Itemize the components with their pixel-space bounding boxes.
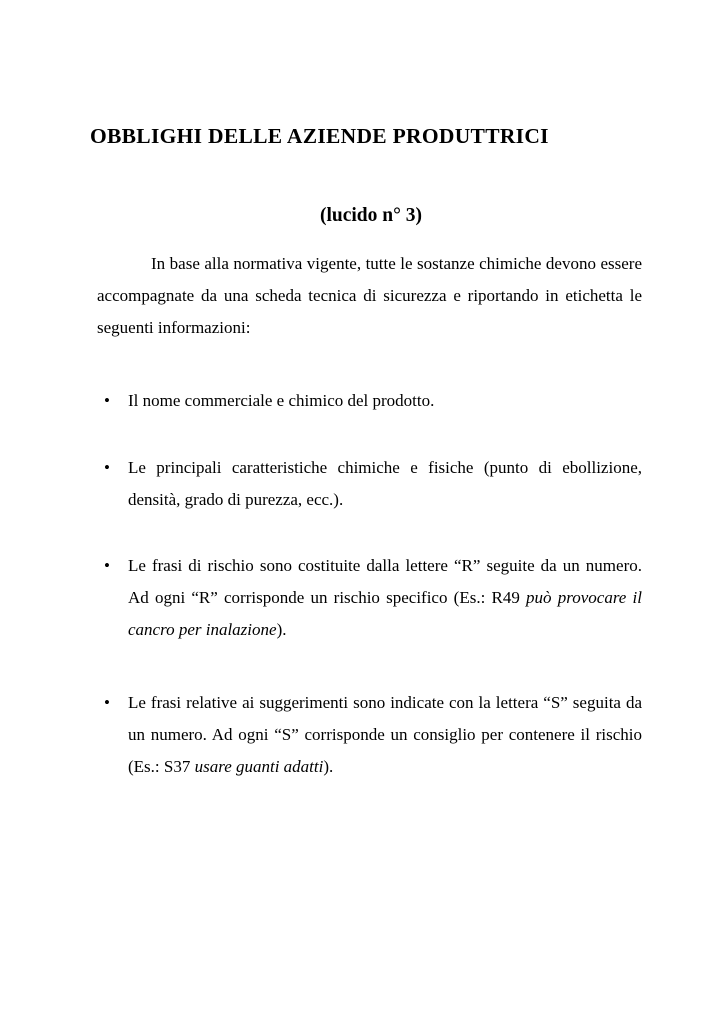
list-item-text: Il nome commerciale e chimico del prodotto. <box>128 391 435 410</box>
intro-paragraph: In base alla normativa vigente, tutte le sostanze chimiche devono essere accompagnate da una scheda tecnica di sicurezza e riportando in etichetta le seguenti informazioni: <box>97 254 642 337</box>
list-item-example: usare guanti adatti <box>194 757 324 776</box>
bullet-icon: • <box>104 458 110 477</box>
list-item-text: Le principali caratteristiche chimiche e fisiche (punto di ebollizione, densità, grado di purezza, ecc.). <box>128 458 642 509</box>
bullet-icon: • <box>104 556 110 575</box>
list-item-text-end: ). <box>276 620 287 639</box>
list-item-text <box>128 550 642 646</box>
list-item <box>104 452 642 516</box>
bullet-icon: • <box>104 693 110 712</box>
list-item-text-main: Le frasi di rischio sono costituite dalla lettere “R” seguite da un numero. Ad ogni “R” corrisponde un rischio specifico (Es.: R49 <box>128 556 642 607</box>
page-title: OBBLIGHI DELLE AZIENDE PRODUTTRICI <box>90 124 549 148</box>
list-item-example: può provocare il cancro per inalazione <box>128 588 642 639</box>
list-item-text-end: ). <box>323 757 334 776</box>
bullet-icon: • <box>104 391 110 410</box>
list-item <box>104 385 642 417</box>
list-item-text-main: Le frasi relative ai suggerimenti sono indicate con la lettera “S” seguita da un numero. Ad ogni “S” corrisponde un consiglio per contenere il rischio (Es.: S37 <box>128 693 642 776</box>
list-item <box>104 550 642 646</box>
page-subtitle: (lucido n° 3) <box>319 205 423 226</box>
list-item-text <box>128 687 642 783</box>
list-item <box>104 687 642 783</box>
